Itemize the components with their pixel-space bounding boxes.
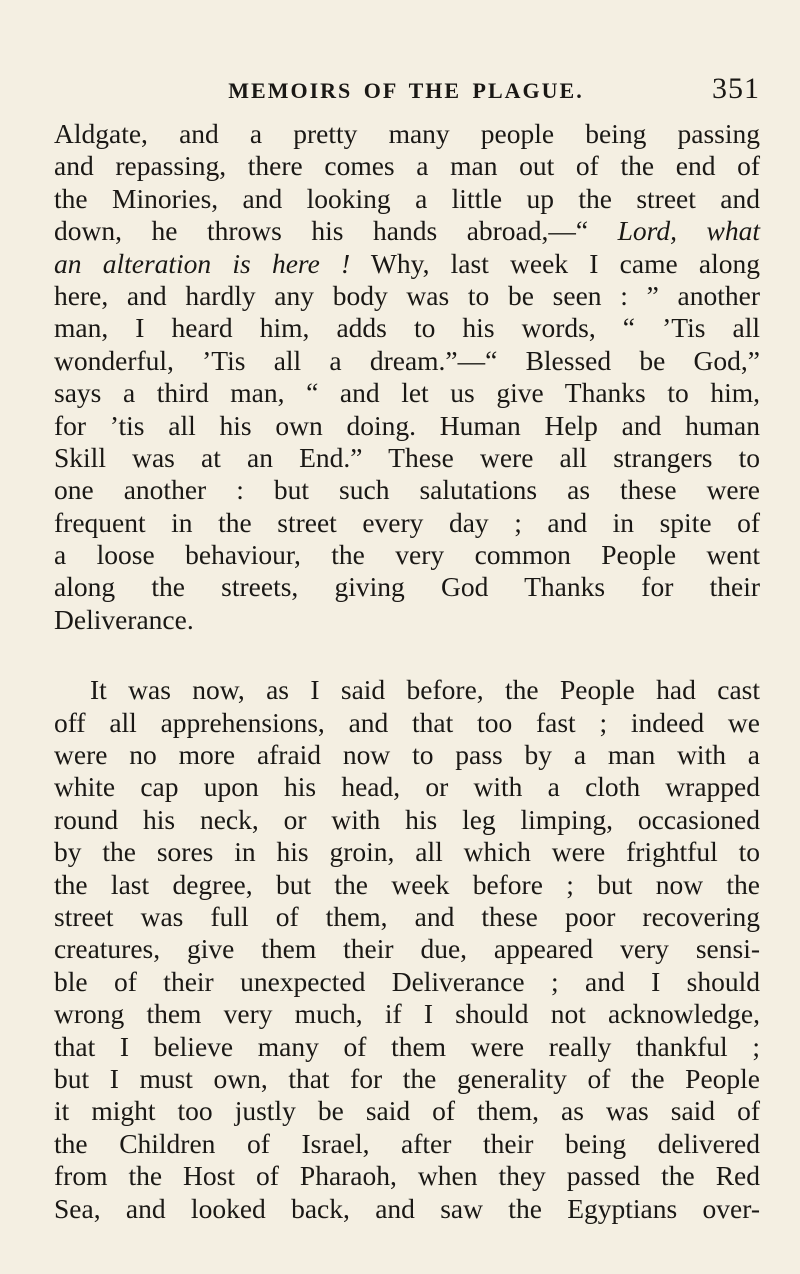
text-line: Skill was at an End.” These were all strangers to bbox=[54, 441, 760, 473]
paragraph-1 bbox=[54, 118, 760, 636]
text-line: street was full of them, and these poor recovering bbox=[54, 900, 760, 932]
paragraph-2 bbox=[54, 674, 760, 1225]
text-line: ble of their unexpected Deliverance ; and I should bbox=[54, 965, 760, 997]
text-line: says a third man, “ and let us give Thanks to him, bbox=[54, 377, 760, 409]
text-line: off all apprehensions, and that too fast ; indeed we bbox=[54, 706, 760, 738]
text-line: along the streets, giving God Thanks for their bbox=[54, 571, 760, 603]
text-run: Why, last week I came along bbox=[350, 247, 761, 279]
text-line: creatures, give them their due, appeared very sensi- bbox=[54, 933, 760, 965]
italic-run: Lord, what bbox=[617, 215, 760, 247]
text-line: a loose behaviour, the very common People went bbox=[54, 539, 760, 571]
running-head bbox=[52, 72, 760, 114]
text-line: the Minories, and looking a little up the street and bbox=[54, 182, 760, 214]
text-line: wonderful, ’Tis all a dream.”—“ Blessed be God,” bbox=[54, 344, 760, 376]
text-line: here, and hardly any body was to be seen : ” another bbox=[54, 279, 760, 311]
text-line: but I must own, that for the generality of the People bbox=[54, 1062, 760, 1094]
text-line: Deliverance. bbox=[54, 603, 194, 635]
text-line: it might too justly be said of them, as was said of bbox=[54, 1095, 760, 1127]
italic-run: an alteration is here ! bbox=[54, 247, 351, 279]
text-line: by the sores in his groin, all which were frightful to bbox=[54, 836, 760, 868]
text-line: the Children of Israel, after their being delivered bbox=[54, 1127, 760, 1159]
text-line: one another : but such salutations as these were bbox=[54, 474, 760, 506]
text-line bbox=[54, 248, 760, 280]
paragraph-gap bbox=[54, 636, 760, 674]
body-text bbox=[54, 118, 760, 1225]
text-line: round his neck, or with his leg limping, occasioned bbox=[54, 803, 760, 835]
text-line: white cap upon his head, or with a cloth wrapped bbox=[54, 771, 760, 803]
text-run: down, he throws his hands abroad,—“ bbox=[54, 215, 618, 247]
text-line: It was now, as I said before, the People had cast bbox=[90, 674, 760, 706]
text-line: Sea, and looked back, and saw the Egyptians over- bbox=[54, 1192, 760, 1224]
text-line: from the Host of Pharaoh, when they passed the Red bbox=[54, 1160, 760, 1192]
text-line: frequent in the street every day ; and in spite of bbox=[54, 506, 760, 538]
text-line bbox=[54, 215, 760, 247]
text-line: and repassing, there comes a man out of the end of bbox=[54, 150, 760, 182]
text-line: man, I heard him, adds to his words, “ ’Tis all bbox=[54, 312, 760, 344]
running-title: MEMOIRS OF THE PLAGUE. bbox=[228, 78, 584, 103]
text-line: were no more afraid now to pass by a man with a bbox=[54, 739, 760, 771]
text-line: for ’tis all his own doing. Human Help and human bbox=[54, 409, 760, 441]
text-line: Aldgate, and a pretty many people being passing bbox=[54, 118, 760, 149]
text-line: the last degree, but the week before ; but now the bbox=[54, 868, 760, 900]
text-line: wrong them very much, if I should not acknowledge, bbox=[54, 998, 760, 1030]
text-line: that I believe many of them were really thankful ; bbox=[54, 1030, 760, 1062]
page-number: 351 bbox=[712, 72, 760, 105]
